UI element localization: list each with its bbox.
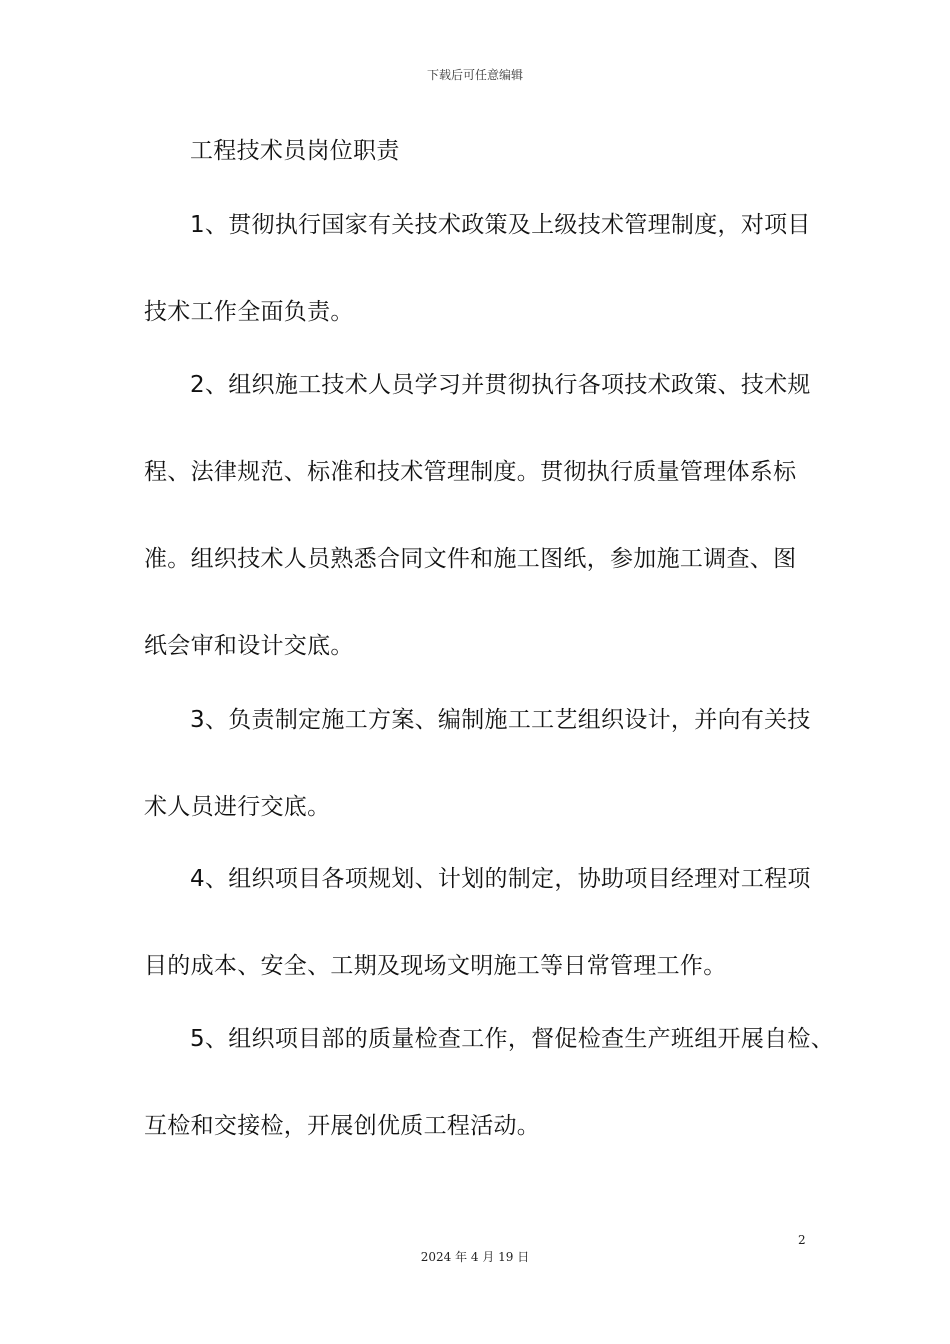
paragraph-line-7: 3、负责制定施工方案、编制施工工艺组织设计，并向有关技 bbox=[190, 707, 811, 733]
paragraph-line-4: 程、法律规范、标准和技术管理制度。贯彻执行质量管理体系标 bbox=[144, 459, 797, 485]
paragraph-line-12: 互检和交接检，开展创优质工程活动。 bbox=[144, 1113, 541, 1139]
paragraph-line-11: 5、组织项目部的质量检查工作，督促检查生产班组开展自检、 bbox=[190, 1026, 835, 1052]
header-note: 下载后可任意编辑 bbox=[426, 68, 523, 82]
paragraph-line-3: 2、组织施工技术人员学习并贯彻执行各项技术政策、技术规 bbox=[190, 372, 811, 398]
paragraph-line-10: 目的成本、安全、工期及现场文明施工等日常管理工作。 bbox=[144, 953, 727, 979]
paragraph-line-5: 准。组织技术人员熟悉合同文件和施工图纸，参加施工调查、图 bbox=[144, 546, 797, 572]
footer-date: 2024 年 4 月 19 日 bbox=[420, 1250, 530, 1264]
paragraph-line-2: 技术工作全面负责。 bbox=[144, 299, 354, 325]
page-number: 2 bbox=[798, 1233, 806, 1247]
paragraph-line-8: 术人员进行交底。 bbox=[144, 794, 331, 820]
document-title: 工程技术员岗位职责 bbox=[190, 138, 400, 164]
paragraph-line-9: 4、组织项目各项规划、计划的制定，协助项目经理对工程项 bbox=[190, 866, 811, 892]
paragraph-line-6: 纸会审和设计交底。 bbox=[144, 633, 354, 659]
paragraph-line-1: 1、贯彻执行国家有关技术政策及上级技术管理制度，对项目 bbox=[190, 212, 811, 238]
